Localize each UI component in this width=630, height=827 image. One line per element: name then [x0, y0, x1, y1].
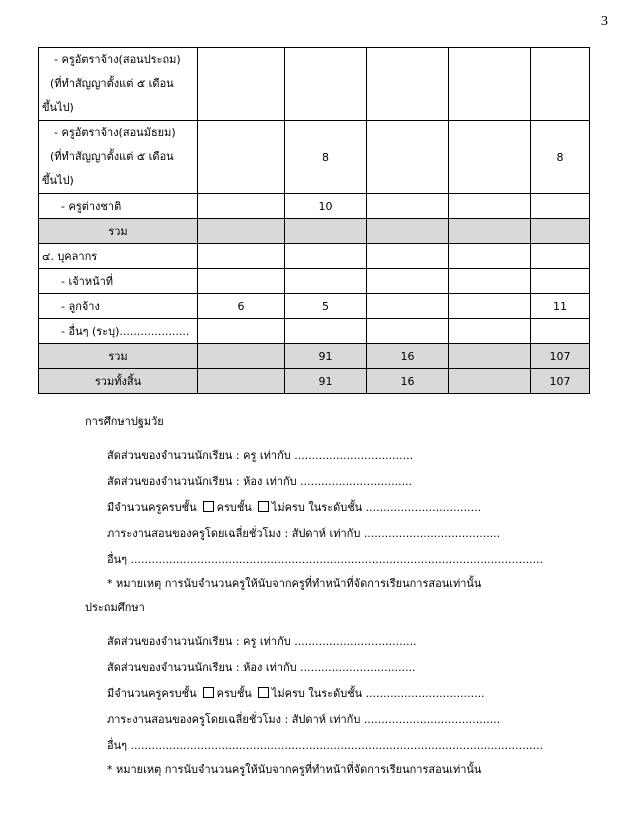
table-row	[39, 369, 590, 394]
table-cell	[198, 344, 285, 369]
table-row	[39, 244, 590, 269]
page-number: 3	[601, 14, 608, 29]
row-label	[39, 121, 198, 194]
row-label: - อื่นๆ (ระบุ)....................	[39, 319, 198, 344]
table-cell	[449, 194, 531, 219]
table-cell	[531, 194, 590, 219]
table-cell	[449, 48, 531, 121]
table-row	[39, 319, 590, 344]
table-cell	[198, 319, 285, 344]
table-row	[39, 194, 590, 219]
table-cell	[449, 344, 531, 369]
table-row	[39, 121, 590, 194]
table-cell	[367, 269, 449, 294]
checkbox-incomplete[interactable]	[258, 687, 269, 698]
table-cell: 8	[285, 121, 367, 194]
row-label: - ลูกจ้าง	[39, 294, 198, 319]
workload-line: ภาระงานสอนของครูโดยเฉลี่ยชั่วโมง : สัปดาห์ เท่ากับ .......................................	[107, 713, 501, 726]
row-label: รวมทั้งสิ้น	[39, 369, 198, 394]
teacher-complete-label: มีจำนวนครูครบชั้น	[107, 501, 197, 514]
table-cell	[531, 48, 590, 121]
table-cell	[198, 48, 285, 121]
teacher-complete-line	[107, 498, 481, 516]
table-cell	[198, 194, 285, 219]
other-line: อื่นๆ ......................................................................................................................	[107, 553, 544, 566]
teacher-complete-label: มีจำนวนครูครบชั้น	[107, 687, 197, 700]
table-cell: 8	[531, 121, 590, 194]
note-line: * หมายเหตุ การนับจำนวนครูให้นับจากครูที่ทำหน้าที่จัดการเรียนการสอนเท่านั้น	[107, 763, 482, 776]
table-row	[39, 219, 590, 244]
row-label: รวม	[39, 219, 198, 244]
section-title: ประถมศึกษา	[85, 601, 145, 614]
table-cell: 5	[285, 294, 367, 319]
table-cell	[449, 369, 531, 394]
row-label-line: ขึ้นไป)	[42, 101, 74, 114]
ratio-teacher-line: สัดส่วนของจำนวนนักเรียน : ครู เท่ากับ ...................................	[107, 635, 417, 648]
row-label: - เจ้าหน้าที่	[39, 269, 198, 294]
checkbox-complete-label: ครบชั้น	[216, 501, 252, 514]
table-cell	[449, 319, 531, 344]
table-cell	[449, 294, 531, 319]
row-label-line: (ที่ทำสัญญาตั้งแต่ ๕ เดือน	[50, 77, 174, 90]
workload-line: ภาระงานสอนของครูโดยเฉลี่ยชั่วโมง : สัปดาห์ เท่ากับ .......................................	[107, 527, 501, 540]
table-cell	[198, 269, 285, 294]
table-cell	[367, 319, 449, 344]
table-cell: 107	[531, 369, 590, 394]
row-label-line: (ที่ทำสัญญาตั้งแต่ ๕ เดือน	[50, 150, 174, 163]
table-cell: 11	[531, 294, 590, 319]
table-cell	[531, 319, 590, 344]
table-cell	[198, 121, 285, 194]
table-cell	[198, 369, 285, 394]
section-title: การศึกษาปฐมวัย	[85, 415, 164, 428]
table-cell	[367, 121, 449, 194]
table-row	[39, 269, 590, 294]
table-cell: 107	[531, 344, 590, 369]
table-cell: 91	[285, 369, 367, 394]
row-label	[39, 48, 198, 121]
staff-table	[38, 47, 590, 394]
checkbox-complete[interactable]	[203, 501, 214, 512]
table-cell: 10	[285, 194, 367, 219]
checkbox-incomplete[interactable]	[258, 501, 269, 512]
table-cell	[198, 219, 285, 244]
checkbox-complete[interactable]	[203, 687, 214, 698]
table-cell	[449, 269, 531, 294]
table-cell	[531, 244, 590, 269]
table-cell	[285, 48, 367, 121]
table-cell: 91	[285, 344, 367, 369]
teacher-complete-line	[107, 684, 485, 702]
table-cell	[531, 269, 590, 294]
table-cell: 16	[367, 369, 449, 394]
other-line: อื่นๆ ......................................................................................................................	[107, 739, 544, 752]
table-cell	[367, 294, 449, 319]
table-cell	[367, 244, 449, 269]
row-label-line: - ครูอัตราจ้าง(สอนประถม)	[54, 53, 181, 66]
ratio-room-line: สัดส่วนของจำนวนนักเรียน : ห้อง เท่ากับ ................................	[107, 475, 413, 488]
table-cell	[285, 269, 367, 294]
checkbox-complete-label: ครบชั้น	[216, 687, 252, 700]
table-cell	[367, 194, 449, 219]
ratio-room-line: สัดส่วนของจำนวนนักเรียน : ห้อง เท่ากับ .................................	[107, 661, 416, 674]
table-cell: 16	[367, 344, 449, 369]
table-cell	[198, 244, 285, 269]
table-cell	[449, 219, 531, 244]
table-cell	[367, 219, 449, 244]
table-cell	[449, 244, 531, 269]
table-cell	[285, 319, 367, 344]
table-cell	[367, 48, 449, 121]
row-label: - ครูต่างชาติ	[39, 194, 198, 219]
table-row	[39, 48, 590, 121]
table-row	[39, 344, 590, 369]
checkbox-incomplete-label: ไม่ครบ ในระดับชั้น .................................	[271, 501, 482, 514]
table-cell	[285, 244, 367, 269]
table-cell: 6	[198, 294, 285, 319]
row-label: รวม	[39, 344, 198, 369]
table-cell	[449, 121, 531, 194]
table-cell	[531, 219, 590, 244]
row-label: ๔. บุคลากร	[39, 244, 198, 269]
checkbox-incomplete-label: ไม่ครบ ในระดับชั้น ..................................	[271, 687, 485, 700]
ratio-teacher-line: สัดส่วนของจำนวนนักเรียน : ครู เท่ากับ ..................................	[107, 449, 414, 462]
table-cell	[285, 219, 367, 244]
table-row	[39, 294, 590, 319]
row-label-line: ขึ้นไป)	[42, 174, 74, 187]
note-line: * หมายเหตุ การนับจำนวนครูให้นับจากครูที่ทำหน้าที่จัดการเรียนการสอนเท่านั้น	[107, 577, 482, 590]
row-label-line: - ครูอัตราจ้าง(สอนมัธยม)	[54, 126, 176, 139]
